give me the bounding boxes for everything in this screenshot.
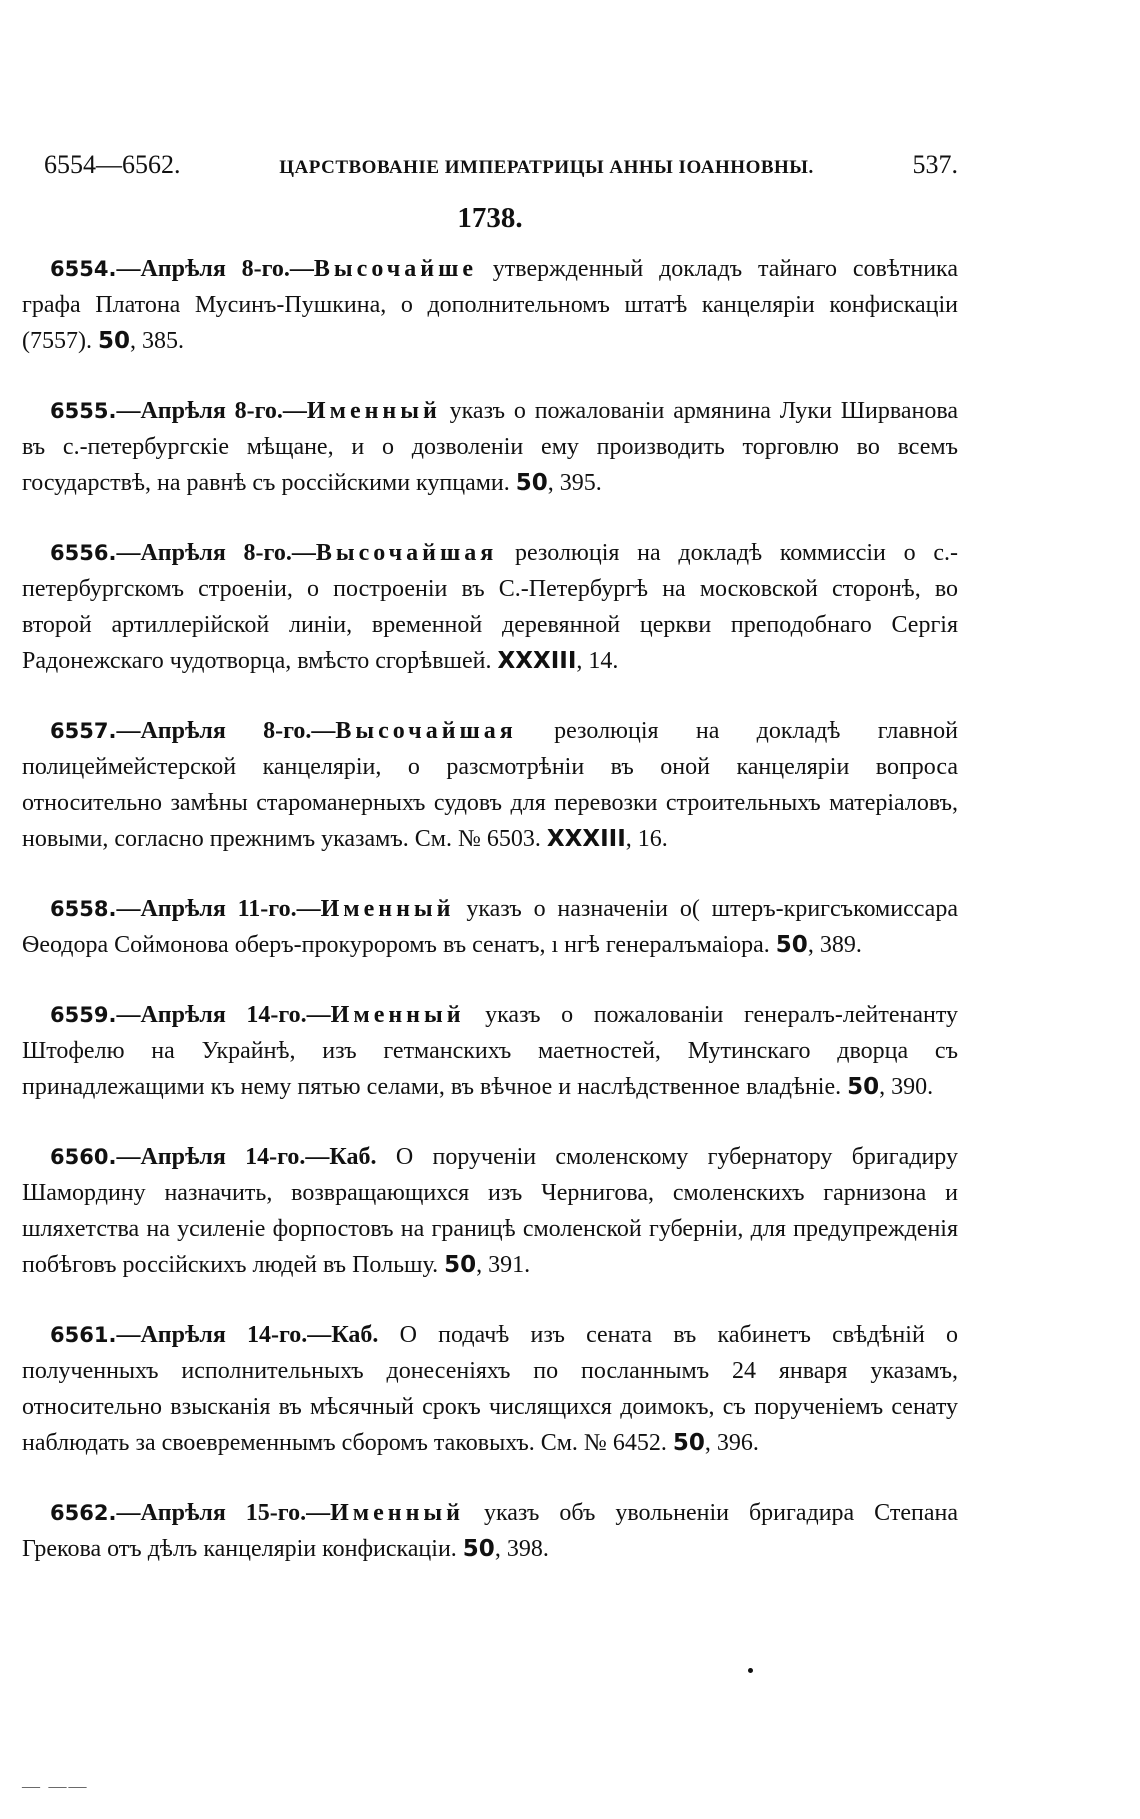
entry-6558	[22, 891, 958, 963]
entry-kind: Именный	[320, 896, 455, 922]
entry-6561	[22, 1317, 958, 1461]
entry-date: —Апрѣля 8-го.—	[116, 256, 314, 282]
year-heading: 1738.	[457, 202, 523, 234]
source-page: , 14.	[576, 648, 619, 674]
source-page: , 16.	[625, 826, 668, 852]
entry-text: утвержденный докладъ тайнаго совѣтника графа Платона Мусинъ-Пушкина, о дополнительномъ штатѣ канцеляріи конфискаціи (7557).	[22, 256, 958, 354]
entry-number: 6561.	[50, 1323, 117, 1347]
entry-date: —Апрѣля 14-го.—	[116, 1144, 330, 1170]
source-page: , 389.	[807, 932, 862, 958]
entry-date: —Апрѣля 15-го.—	[116, 1500, 331, 1526]
entry-date: —Апрѣля 14-го.—	[116, 1002, 331, 1028]
source-page: , 398.	[494, 1536, 549, 1562]
entry-text: О подачѣ изъ сената въ кабинетъ свѣдѣній о полученныхъ исполнительныхъ донесеніяхъ по посланнымъ 24 января указамъ, относительно взысканія въ мѣсячный срокъ числящихся доимокъ, съ порученіемъ сенату наблюдать за своевременнымъ сборомъ таковыхъ. См. № 6452.	[22, 1322, 959, 1456]
entry-number: 6558.	[50, 897, 117, 921]
source-volume: 50	[97, 328, 130, 354]
source-volume: 50	[775, 932, 808, 958]
stray-dot	[748, 1668, 753, 1673]
entry-6559	[22, 997, 958, 1105]
entry-number: 6554.	[50, 257, 117, 281]
entry-text: указъ о пожалованіи армянина Луки Ширванова въ с.-петербургскіе мѣщане, и о дозволеніи ему производить торговлю во всемъ государствѣ, на равнѣ съ россійскими купцами.	[22, 398, 958, 496]
source-page: , 391.	[476, 1252, 531, 1278]
entry-text: указъ о назначеніи о( штеръ-кригсъкомиссара Ѳеодора Соймонова оберъ-прокуроромъ въ сенатъ, ı нгѣ генералъмаіора.	[22, 896, 958, 958]
entry-6555	[22, 393, 958, 501]
entry-range: 6554—6562.	[44, 150, 181, 179]
page-number: 537.	[912, 150, 958, 179]
entry-number: 6557.	[50, 719, 117, 743]
source-page: , 396.	[704, 1430, 759, 1456]
footer-mark: — ——	[22, 1776, 89, 1796]
entry-kind: Именный	[306, 398, 441, 424]
source-volume: XXXIII	[546, 826, 626, 852]
entry-date: —Апрѣля 8-го.—	[116, 718, 336, 744]
header-title: ЦАРСТВОВАНІЕ ИМПЕРАТРИЦЫ АННЫ ІОАННОВНЫ.	[279, 157, 814, 178]
entry-number: 6556.	[50, 541, 117, 565]
entry-date: —Апрѣля 11-го.—	[116, 896, 321, 922]
entry-date: —Апрѣля 14-го.—	[116, 1322, 332, 1348]
entry-number: 6562.	[50, 1501, 117, 1525]
entry-6560	[22, 1139, 958, 1283]
entry-kind: Каб.	[329, 1144, 377, 1170]
source-page: , 395.	[547, 470, 602, 496]
entry-kind: Именный	[330, 1500, 464, 1526]
entry-kind: Высочайшая	[335, 718, 517, 744]
entry-kind: Высочайше	[313, 256, 477, 282]
entry-date: —Апрѣля 8-го.—	[116, 540, 316, 566]
entry-6556	[22, 535, 958, 679]
entries-list	[22, 251, 958, 1567]
entry-number: 6559.	[50, 1003, 117, 1027]
running-header	[22, 150, 958, 180]
entry-6557	[22, 713, 958, 857]
entry-6562	[22, 1495, 958, 1567]
entry-number: 6555.	[50, 399, 117, 423]
source-volume: 50	[462, 1536, 495, 1562]
source-volume: XXXIII	[497, 648, 577, 674]
entry-kind: Высочайшая	[315, 540, 498, 566]
entry-kind: Каб.	[331, 1322, 379, 1348]
source-volume: 50	[515, 470, 548, 496]
entry-text: резолюція на докладѣ коммиссіи о с.-петербургскомъ строеніи, о построеніи въ С.-Петербургѣ на московской сторонѣ, во второй артиллерійской линіи, временной деревянной церкви преподобнаго Сергія Радонежскаго чудотворца, вмѣсто сгорѣвшей.	[22, 540, 959, 674]
entry-6554	[22, 251, 958, 359]
entry-text: резолюція на докладѣ главной полицеймейстерской канцеляріи, о разсмотрѣніи въ оной канцеляріи вопроса относительно замѣны староманерныхъ судовъ для перевозки строительныхъ матеріаловъ, новыми, согласно прежнимъ указамъ. См. № 6503.	[22, 718, 958, 852]
entry-text: О порученіи смоленскому губернатору бригадиру Шамордину назначить, возвращающихся изъ Чернигова, смоленскихъ гарнизона и шляхетства на усиленіе форпостовъ на границѣ смоленской губерніи, для предупрежденія побѣговъ россійскихъ людей въ Польшу.	[22, 1144, 958, 1278]
source-volume: 50	[847, 1074, 880, 1100]
entry-date: —Апрѣля 8-го.—	[116, 398, 307, 424]
entry-text: указъ о пожалованіи генералъ-лейтенанту Штофелю на Украйнѣ, изъ гетманскихъ маетностей, Мутинскаго дворца съ принадлежащими къ нему пятью селами, въ вѣчное и наслѣдственное владѣніе.	[22, 1002, 959, 1100]
source-volume: 50	[672, 1430, 705, 1456]
entry-kind: Именный	[330, 1002, 465, 1028]
source-page: , 390.	[879, 1074, 934, 1100]
entry-number: 6560.	[50, 1145, 117, 1169]
source-page: , 385.	[130, 328, 184, 354]
source-volume: 50	[444, 1252, 477, 1278]
entry-text: указъ объ увольненіи бригадира Степана Грекова отъ дѣлъ канцеляріи конфискаціи.	[22, 1500, 958, 1562]
